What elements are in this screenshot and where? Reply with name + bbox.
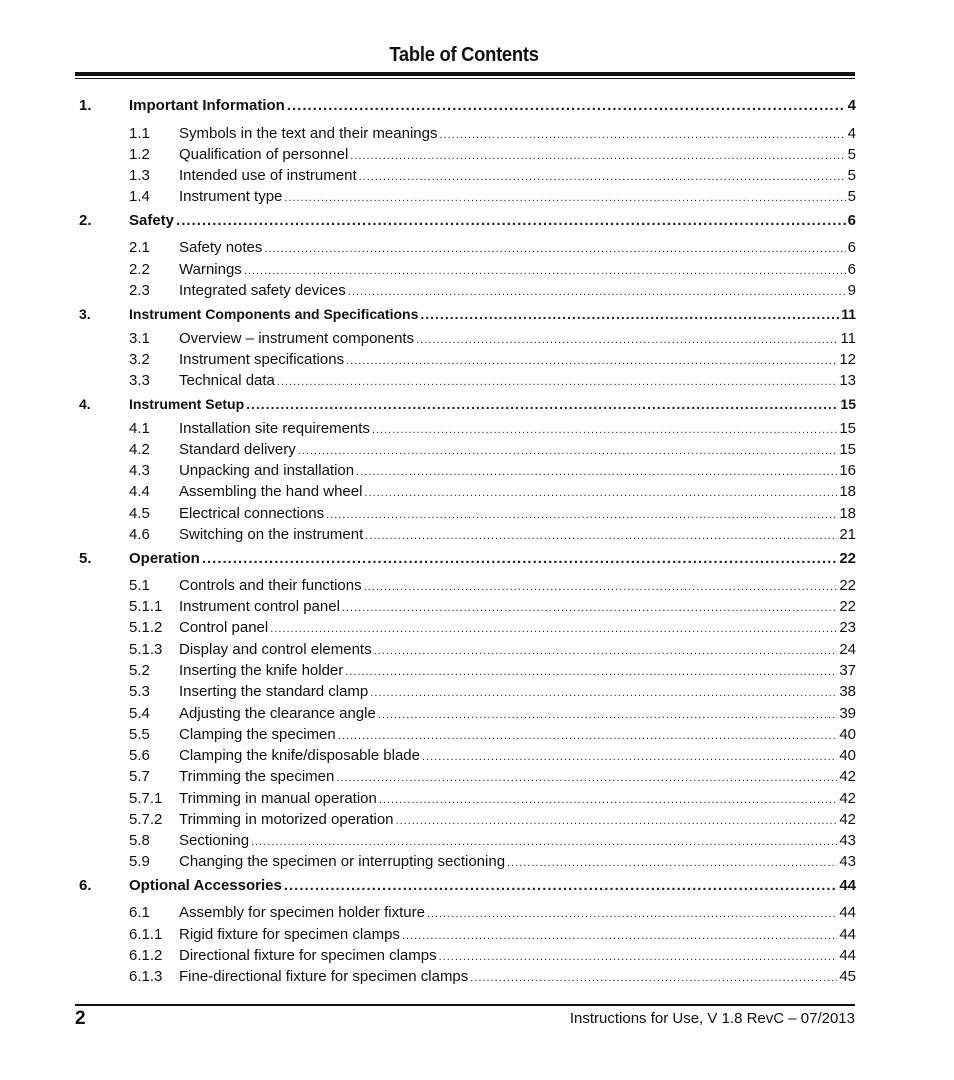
toc-entry-page: 13	[839, 372, 856, 389]
toc-entry-page: 43	[839, 832, 856, 849]
toc-entry-label: Overview – instrument components	[179, 330, 415, 347]
toc-entry-page: 40	[839, 747, 856, 764]
toc-entry-page: 39	[839, 705, 856, 722]
toc-section-entry[interactable]	[0, 641, 954, 661]
toc-section-entry[interactable]	[0, 726, 954, 746]
toc-entry-page: 43	[839, 853, 856, 870]
toc-section-entry[interactable]	[0, 947, 954, 967]
toc-entry-label: Assembling the hand wheel	[179, 483, 363, 500]
toc-entry-label: Clamping the specimen	[179, 726, 336, 743]
toc-section-entry[interactable]	[0, 904, 954, 924]
toc-entry-label: Control panel	[179, 619, 269, 636]
toc-entry-page: 16	[839, 462, 856, 479]
toc-section-entry[interactable]	[0, 239, 954, 259]
toc-entry-number: 5.1	[129, 577, 150, 594]
toc-section-entry[interactable]	[0, 926, 954, 946]
toc-entry-number: 5.5	[129, 726, 150, 743]
dot-leader	[176, 212, 846, 229]
dot-leader	[364, 487, 837, 499]
dot-leader	[345, 666, 837, 678]
toc-entry-number: 6.1.2	[129, 947, 163, 964]
footer-page-number: 2	[75, 1008, 86, 1029]
toc-entry-label: Trimming the specimen	[179, 768, 335, 785]
dot-leader	[348, 286, 846, 298]
toc-entry-label: Instrument Setup	[129, 396, 245, 412]
toc-entry-number: 1.3	[129, 167, 150, 184]
dot-leader	[350, 150, 845, 162]
toc-entry-number: 5.7	[129, 768, 150, 785]
toc-entry-label: Qualification of personnel	[179, 146, 349, 163]
dot-leader	[277, 376, 837, 388]
toc-entry-page: 15	[839, 441, 856, 458]
dot-leader	[246, 396, 838, 412]
toc-entry-number: 4.1	[129, 420, 150, 437]
toc-entry-label: Trimming in manual operation	[179, 790, 377, 807]
toc-entry-number: 5.7.1	[129, 790, 163, 807]
toc-section-entry[interactable]	[0, 330, 954, 350]
toc-entry-label: Important Information	[129, 97, 285, 114]
toc-entry-number: 3.3	[129, 372, 150, 389]
dot-leader	[359, 171, 846, 183]
toc-chapter-entry[interactable]	[0, 877, 954, 897]
toc-section-entry[interactable]	[0, 577, 954, 597]
toc-entry-number: 3.	[79, 306, 91, 322]
toc-entry-number: 1.4	[129, 188, 150, 205]
dot-leader	[416, 334, 838, 346]
toc-entry-label: Switching on the instrument	[179, 526, 364, 543]
toc-entry-number: 5.3	[129, 683, 150, 700]
title-rule-thin	[75, 78, 855, 79]
dot-leader	[379, 794, 837, 806]
toc-entry-page: 15	[839, 420, 856, 437]
toc-entry-number: 6.1	[129, 904, 150, 921]
dot-leader	[396, 815, 838, 827]
dot-leader	[270, 623, 837, 635]
toc-section-entry[interactable]	[0, 462, 954, 482]
toc-entry-number: 3.1	[129, 330, 150, 347]
dot-leader	[372, 424, 837, 436]
dot-leader	[338, 730, 838, 742]
dot-leader	[364, 581, 838, 593]
toc-section-entry[interactable]	[0, 853, 954, 873]
toc-entry-number: 5.8	[129, 832, 150, 849]
toc-entry-page: 24	[839, 641, 856, 658]
toc-section-entry[interactable]	[0, 483, 954, 503]
dot-leader	[422, 751, 837, 763]
toc-entry-label: Instrument type	[179, 188, 283, 205]
dot-leader	[202, 550, 837, 567]
dot-leader	[439, 951, 838, 963]
toc-section-entry[interactable]	[0, 351, 954, 371]
toc-entry-label: Adjusting the clearance angle	[179, 705, 376, 722]
toc-entry-label: Sectioning	[179, 832, 250, 849]
toc-entry-label: Display and control elements	[179, 641, 372, 658]
toc-entry-page: 45	[839, 968, 856, 985]
toc-entry-number: 5.6	[129, 747, 150, 764]
toc-entry-label: Instrument control panel	[179, 598, 340, 615]
toc-entry-page: 22	[839, 550, 856, 567]
toc-section-entry[interactable]	[0, 832, 954, 852]
dot-leader	[356, 466, 837, 478]
toc-entry-number: 5.7.2	[129, 811, 163, 828]
toc-entry-page: 44	[839, 926, 856, 943]
toc-section-entry[interactable]	[0, 505, 954, 525]
toc-entry-number: 1.	[79, 97, 92, 114]
toc-entry-page: 37	[839, 662, 856, 679]
footer-rule	[75, 1004, 855, 1006]
dot-leader	[284, 192, 845, 204]
toc-entry-label: Instrument Components and Specifications	[129, 306, 419, 322]
toc-entry-number: 5.1.3	[129, 641, 163, 658]
dot-leader	[427, 908, 837, 920]
dot-leader	[402, 930, 837, 942]
toc-entry-number: 1.1	[129, 125, 150, 142]
dot-leader	[244, 265, 846, 277]
toc-entry-label: Controls and their functions	[179, 577, 362, 594]
toc-entry-label: Safety notes	[179, 239, 263, 256]
toc-section-entry[interactable]	[0, 441, 954, 461]
toc-entry-number: 4.	[79, 396, 91, 412]
toc-entry-page: 6	[847, 239, 856, 256]
toc-entry-page: 4	[847, 97, 856, 114]
toc-entry-label: Trimming in motorized operation	[179, 811, 394, 828]
dot-leader	[298, 445, 838, 457]
toc-section-entry[interactable]	[0, 705, 954, 725]
dot-leader	[507, 857, 837, 869]
toc-entry-label: Inserting the knife holder	[179, 662, 344, 679]
dot-leader	[420, 306, 839, 322]
toc-section-entry[interactable]	[0, 420, 954, 440]
toc-entry-label: Integrated safety devices	[179, 282, 346, 299]
toc-entry-number: 3.2	[129, 351, 150, 368]
toc-entry-number: 2.2	[129, 261, 150, 278]
toc-entry-page: 5	[847, 146, 856, 163]
toc-chapter-entry[interactable]	[0, 550, 954, 570]
toc-entry-number: 4.2	[129, 441, 150, 458]
dot-leader	[251, 836, 837, 848]
toc-section-entry[interactable]	[0, 662, 954, 682]
toc-entry-number: 6.1.1	[129, 926, 163, 943]
toc-entry-label: Instrument specifications	[179, 351, 345, 368]
toc-entry-page: 44	[839, 904, 856, 921]
toc-entry-page: 6	[847, 261, 856, 278]
toc-entry-page: 6	[847, 212, 856, 229]
toc-entry-label: Technical data	[179, 372, 275, 389]
toc-entry-page: 15	[840, 396, 856, 412]
toc-entry-label: Inserting the standard clamp	[179, 683, 369, 700]
toc-section-entry[interactable]	[0, 188, 954, 208]
toc-section-entry[interactable]	[0, 125, 954, 145]
toc-entry-page: 42	[839, 790, 856, 807]
toc-entry-page: 21	[839, 526, 856, 543]
toc-entry-number: 5.	[79, 550, 92, 567]
toc-entry-number: 6.	[79, 877, 92, 894]
toc-entry-number: 4.3	[129, 462, 150, 479]
toc-chapter-entry[interactable]	[0, 97, 954, 117]
toc-section-entry[interactable]	[0, 790, 954, 810]
toc-entry-page: 22	[839, 598, 856, 615]
toc-entry-page: 23	[839, 619, 856, 636]
toc-chapter-entry[interactable]	[0, 306, 954, 326]
toc-chapter-entry[interactable]	[0, 212, 954, 232]
dot-leader	[346, 355, 837, 367]
toc-entry-page: 11	[841, 306, 856, 322]
toc-entry-number: 4.6	[129, 526, 150, 543]
toc-entry-number: 2.	[79, 212, 92, 229]
toc-entry-page: 5	[847, 188, 856, 205]
toc-entry-label: Intended use of instrument	[179, 167, 357, 184]
toc-section-entry[interactable]	[0, 282, 954, 302]
toc-entry-label: Changing the specimen or interrupting sectioning	[179, 853, 506, 870]
toc-entry-page: 18	[839, 505, 856, 522]
dot-leader	[378, 709, 838, 721]
toc-entry-page: 12	[839, 351, 856, 368]
dot-leader	[439, 129, 845, 141]
toc-entry-page: 4	[847, 125, 856, 142]
toc-entry-label: Clamping the knife/disposable blade	[179, 747, 420, 764]
toc-entry-number: 4.4	[129, 483, 150, 500]
toc-entry-label: Installation site requirements	[179, 420, 370, 437]
toc-entry-number: 1.2	[129, 146, 150, 163]
page-title: Table of Contents	[389, 44, 539, 66]
toc-entry-number: 2.1	[129, 239, 150, 256]
dot-leader	[342, 602, 837, 614]
toc-section-entry[interactable]	[0, 811, 954, 831]
toc-entry-label: Assembly for specimen holder fixture	[179, 904, 425, 921]
toc-entry-label: Fine-directional fixture for specimen clamps	[179, 968, 469, 985]
toc-entry-number: 4.5	[129, 505, 150, 522]
toc-entry-label: Symbols in the text and their meanings	[179, 125, 438, 142]
dot-leader	[365, 530, 837, 542]
toc-section-entry[interactable]	[0, 167, 954, 187]
toc-entry-label: Unpacking and installation	[179, 462, 355, 479]
toc-entry-number: 2.3	[129, 282, 150, 299]
toc-entry-page: 44	[839, 947, 856, 964]
toc-entry-page: 9	[847, 282, 856, 299]
toc-entry-page: 5	[847, 167, 856, 184]
toc-entry-number: 6.1.3	[129, 968, 163, 985]
toc-section-entry[interactable]	[0, 968, 954, 988]
toc-section-entry[interactable]	[0, 683, 954, 703]
toc-entry-page: 38	[839, 683, 856, 700]
toc-entry-number: 5.2	[129, 662, 150, 679]
toc-entry-label: Rigid fixture for specimen clamps	[179, 926, 400, 943]
toc-entry-page: 44	[839, 877, 856, 894]
dot-leader	[287, 97, 846, 114]
dot-leader	[264, 243, 845, 255]
dot-leader	[374, 645, 838, 657]
dot-leader	[284, 877, 837, 894]
toc-entry-page: 42	[839, 768, 856, 785]
toc-section-entry[interactable]	[0, 598, 954, 618]
toc-entry-number: 5.1.1	[129, 598, 163, 615]
toc-section-entry[interactable]	[0, 372, 954, 392]
toc-entry-number: 5.9	[129, 853, 150, 870]
toc-section-entry[interactable]	[0, 261, 954, 281]
footer-document-info: Instructions for Use, V 1.8 RevC – 07/2013	[569, 1010, 855, 1027]
toc-section-entry[interactable]	[0, 619, 954, 639]
toc-entry-label: Directional fixture for specimen clamps	[179, 947, 437, 964]
dot-leader	[470, 972, 837, 984]
toc-entry-label: Warnings	[179, 261, 242, 278]
toc-entry-label: Standard delivery	[179, 441, 296, 458]
toc-entry-label: Optional Accessories	[129, 877, 282, 894]
toc-section-entry[interactable]	[0, 747, 954, 767]
toc-section-entry[interactable]	[0, 146, 954, 166]
toc-entry-page: 22	[839, 577, 856, 594]
toc-entry-number: 5.1.2	[129, 619, 163, 636]
dot-leader	[370, 687, 837, 699]
toc-entry-label: Safety	[129, 212, 175, 229]
toc-entry-page: 42	[839, 811, 856, 828]
dot-leader	[336, 772, 837, 784]
title-rule	[75, 72, 855, 76]
toc-entry-page: 40	[839, 726, 856, 743]
toc-section-entry[interactable]	[0, 768, 954, 788]
toc-entry-page: 18	[839, 483, 856, 500]
toc-entry-label: Operation	[129, 550, 200, 567]
toc-section-entry[interactable]	[0, 526, 954, 546]
toc-entry-page: 11	[840, 330, 856, 347]
dot-leader	[326, 509, 837, 521]
toc-entry-label: Electrical connections	[179, 505, 325, 522]
toc-chapter-entry[interactable]	[0, 396, 954, 416]
toc-entry-number: 5.4	[129, 705, 150, 722]
